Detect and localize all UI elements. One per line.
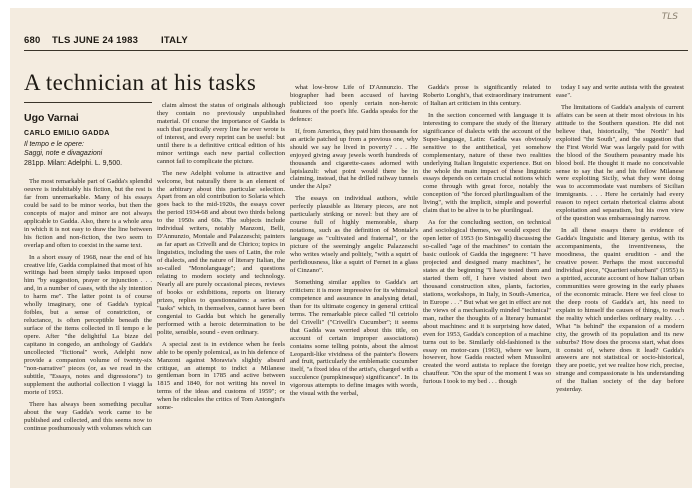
paragraph: As for the concluding section, on technical and sociological themes, we would expect the open letter of 1953 (to Sinisgalli) discussing the so-called "age of the machines" to contain the basic outlook of Gadda the ingegnere: "I have projected and designed many machines", he states at the beginning "I have tested them and started them off, I have visited about two thousand construction sites, plants, factories, stations, workshops, in Italy, in South-America, in Europe . . ." But what we get in effect are not the views of a mechanically minded "technical" man, rather the thoughts of a literary humanist about machines: and it is surprising how dated, even for 1953, Gadda's conception of a machine turns out to be. Similarly old-fashioned is the essay on motor-cars (1963), where we learn, however, how Gadda reacted when Mussolini created the word autista to replace the foreign chauffeur. "On the spur of the moment I was so furious I took to my bed . . . though — [423, 219, 551, 386]
newspaper-clipping — [10, 8, 692, 488]
article-column-3 — [290, 84, 418, 484]
publisher-info: 281pp. Milan: Adelphi. L. 9,500. — [24, 159, 123, 167]
book-subtitle: Saggi, note e divagazioni — [24, 150, 103, 158]
paragraph: In all these essays there is evidence of Gadda's linguistic and literary genius, with its accompaniments, the inventiveness, the moodiness, the quaint erudition - and the creative power. Perhaps the most successful individual piece, "Quartieri suburbani" (1955) is a spirited, accurate account of how Italian urban communities were growing in the early phases of the economic miracle. Here we feel close to the deep roots of Gadda's art, his need to explain to himself the causes of things, to reach the reality which underlies ordinary reality. . . . What "is behind" the expansion of a modern city, the growth of its population and its new suburbs? How does the process start, what does it consist of, where does it lead? Gadda's answers are not statistical or socio-historical, they are poetic, yet we realize how rich, precise, strange and compassionate is his understanding of the Italian society of the day before yesterday. — [556, 227, 684, 394]
masthead — [24, 35, 690, 49]
article-headline: A technician at his tasks — [24, 70, 257, 95]
paragraph: In the section concerned with language it is interesting to compare the study of the literary significance of dialects with the account of the Super-language, Latin: Gadda was obviously sensitive to the antithetical, yet somehow complementary, nature of these two realities underlying Italian linguistic experience. But on the whole the main impact of these linguistic essays depends on certain crucial notions which come through with great force, notably the conception of "the forced plurilingualism of the living", with the implicit, simple and powerful claim that to be alive is to be plurilingual. — [423, 111, 551, 215]
paragraph: claim almost the status of originals although they contain no previously unpublished material. Of course the importance of Gadda is such that practically every line he ever wrote is of interest, and every reprint can be useful: but until there is a definitive critical edition of his minor writings each new partial collection cannot fail to complicate the picture. — [157, 102, 285, 165]
headline-rule — [24, 102, 152, 103]
paragraph: There has always been something peculiar about the way Gadda's work came to be published and collected, and this seems now to continue posthumously with volumes which can — [24, 400, 152, 432]
masthead-rule — [24, 50, 688, 51]
corner-annotation: TLS — [661, 12, 678, 22]
paragraph: The limitations of Gadda's analysis of current affairs can be seen at their most obvious in his attitude to the Southern question. He did not believe that, historically, "the North" had exploited "the South", and the suggestion that the First World War was largely paid for with the blood of the Southern peasantry made his blood boil. He thought it made no conceivable sense to say that he and his fellow Milanese were exploiting Sicily, what they were doing was to accommodate vast numbers of Sicilian immigrants. . . . Here he certainly had every reason to reject certain rhetorical claims about exploitation and separatism, but his own view of the question was embarrassingly narrow. — [556, 103, 684, 223]
paragraph: Gadda's prose is significantly related to Roberto Longhi's, that extraordinary instrument of Italian art criticism in this century. — [423, 84, 551, 107]
paragraph: In a short essay of 1968, near the end of his creative life, Gadda complained that most of his writings had been simply tasks imposed upon him "by suggestion, prayer or injunction . . . and, in a number of cases, with the sly intention to harm me". The latter point is of course wholly imaginary, one of Gadda's typical foibles, but a sense of constriction, or reluctance, is often perceptible beneath the surface of the items collected in Il tempo e le opere. After "the delightful La bizze del capitano in congedo, an anthology of Gadda's uncollected "fictional" work, Adelphi now provide a companion volume of twenty-six "non-narrative" pieces (or, as we read in the subtitle, "Essays, notes and digressions") to supplement the authorial collection I viaggi la morte of 1953. — [24, 253, 152, 396]
paragraph: The new Adelphi volume is attractive and welcome, but naturally there is an element of the arbitrary about this particular selection. Apart from an old contribution to Solaria which goes back to the mid-1920s, the essays cover the period 1934-68 and about two thirds belong to the 1950s and 60s. The subjects include individual writers, notably Manzoni, Belli, D'Annunzio, Montale and Palazzeschi; painters as far apart as Crivelli and de Chirico; topics in linguistics, including the uses of Latin, the role of dialects, and the nature of literary Italian, the so-called "Monolanguage"; and questions relating to modern society and technology. Nearly all are purely occasional pieces, reviews of books or exhibitions, reports on literary prizes, replies to questionnaires: a series of "tasks" which, in themselves, cannot have been congenial to Gadda but which he generally performed with a heroic determination to be polite, sensible, sound - even ordinary. — [157, 169, 285, 336]
issue-date: TLS JUNE 24 1983 — [52, 35, 139, 46]
paragraph: what low-brow Life of D'Annunzio. The biographer had been accused of having publicized too openly certain non-heroic features of the poet's life. Gadda speaks for the defence: — [290, 84, 418, 123]
author-byline: Ugo Varnai — [24, 112, 79, 124]
article-column-2 — [157, 102, 285, 484]
reviewed-author: CARLO EMILIO GADDA — [24, 130, 110, 137]
paragraph: today I say and write autista with the greatest ease". — [556, 84, 684, 99]
article-column-4 — [423, 84, 551, 484]
book-title: Il tempo e le opere: — [24, 141, 84, 149]
paragraph: If, from America, they paid him thousands for an article patched up from a previous one, why should we say he lived in poverty? . . . He enjoyed giving away jewels worth hundreds of thousands and cigarette-cases adorned with lapislazuli: what point would there be in claiming, instead, that he drilled railway tunnels under the Alps? — [290, 127, 418, 191]
section-name: ITALY — [161, 35, 188, 46]
paragraph: Something similar applies to Gadda's art criticism: it is more impressive for its whimsical competence and assurance in analysing detail, than for its ultimate cogency in general critical terms. The remarkable piece called "Il cetriolo del Crivelli" ("Crivelli's Cucumber"; it seems that Gadda was worried about this title, on account of certain improper associations) contains some telling points, about the almost Leopardi-like vividness of the painter's flowers and fruit, particularly the emblematic cucumber itself, "a fixed idea of the artist's, charged with a succulence (pumpkinesque) significance". In its vigorous attempts to define images with words, the visual with the verbal, — [290, 278, 418, 398]
article-column-5 — [556, 84, 684, 484]
article-column-1 — [24, 178, 152, 484]
paragraph: The essays on individual authors, while perfectly plausible as literary pieces, are not particularly striking or novel: but they are of course full of highly memorable, sharp notations, such as the definition of Montale's language as "cultivated and fraternal", or the picture of the seemingly angelic Palazzeschi who writes wisely and politely, "with a squirt of perfidiousness, like a squirt of Fernet in a glass of Cinzano". — [290, 195, 418, 274]
review-book-details — [24, 129, 152, 168]
paragraph: The most remarkable part of Gadda's splendid oeuvre is indubitably his fiction, but the rest is far from unremarkable. Many of his essays could be said to be minor works, but then the concepts of major and minor are not always applicable to Gadda. Also, there is a whole area in which it is not easy to draw the line between his fiction and non-fiction, the two seem to overlap and often to coexist in the same text. — [24, 178, 152, 249]
page-number: 680 — [24, 35, 41, 46]
paragraph: A special zest is in evidence when he feels able to be openly polemical, as in his defence of Manzoni against Moravia's slightly absurd critique, an attempt to indict a Milanese gentleman born in 1785 and active between 1815 and 1840, for not writing his novel in terms of the ideas and customs of 1959"; or when he ridicules the critics of Tom Antongini's some- — [157, 340, 285, 412]
